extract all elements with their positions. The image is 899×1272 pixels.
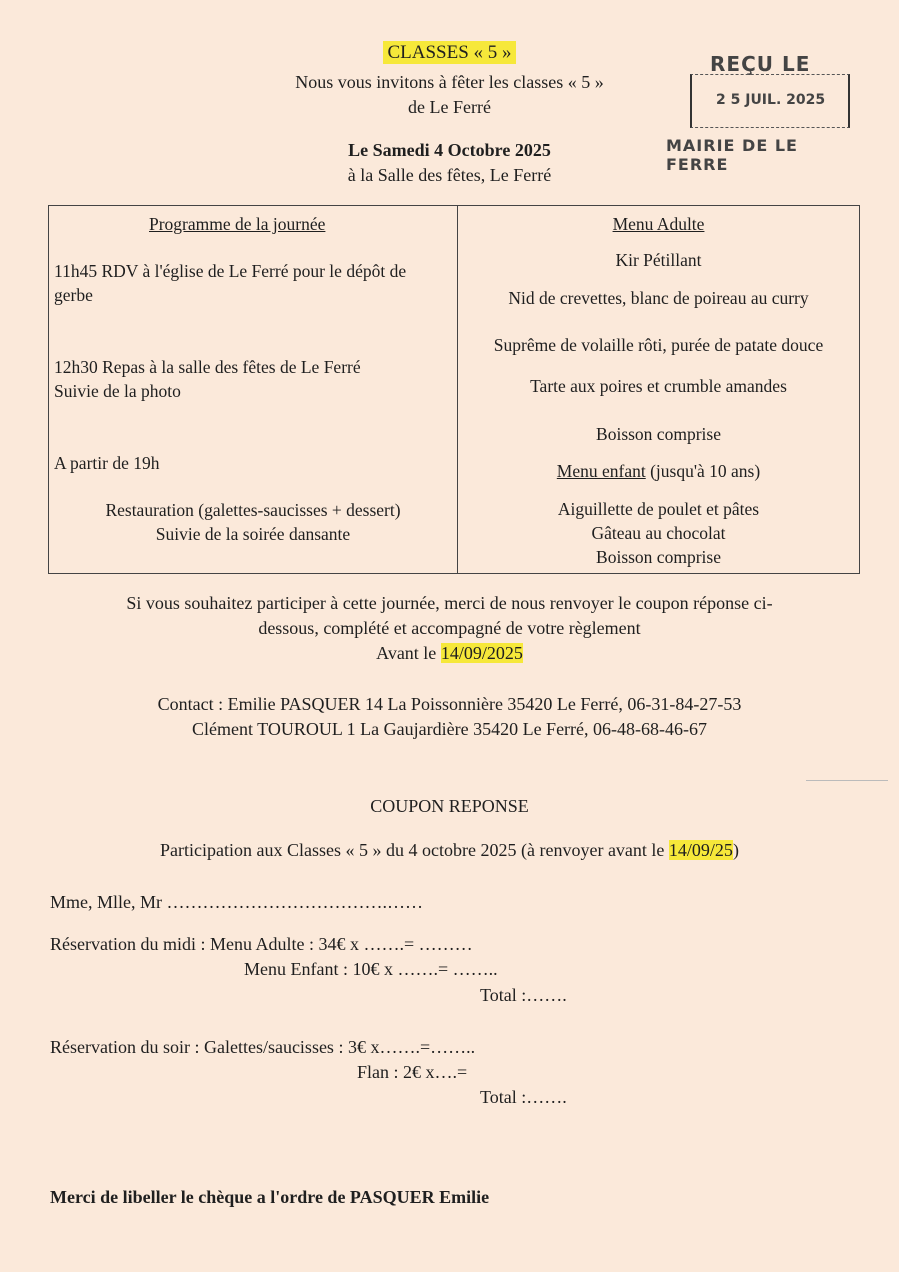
reservation-soir-total[interactable]: Total :……. [480,1087,567,1107]
menu-adulte-item: Suprême de volaille rôti, purée de patate douce [493,335,824,355]
deadline-prefix: Avant le [376,643,441,663]
received-stamp [666,52,866,174]
menu-adulte-item: Nid de crevettes, blanc de poireau au curry [508,288,809,308]
deadline-date: 14/09/2025 [440,643,523,663]
menu-adulte-heading: Menu Adulte [612,214,705,234]
reservation-midi-adulte[interactable]: Réservation du midi : Menu Adulte : 34€ x …….= ……… [50,934,473,954]
instructions-deadline-line [0,643,899,664]
menu-adulte-item: Tarte aux poires et crumble amandes [530,376,787,396]
coupon-title: COUPON REPONSE [370,796,529,816]
cheque-instruction: Merci de libeller le chèque a l'ordre de PASQUER Emilie [50,1187,490,1207]
reservation-soir-flan[interactable]: Flan : 2€ x….= [357,1062,468,1082]
participation-prefix: Participation aux Classes « 5 » du 4 octobre 2025 (à renvoyer avant le [160,840,669,860]
participation-suffix: ) [732,840,739,860]
programme-menu-table [48,205,860,574]
reservation-midi-total[interactable]: Total :……. [480,985,567,1005]
event-date: Le Samedi 4 Octobre 2025 [348,140,551,160]
menu-enfant-item: Boisson comprise [596,547,721,567]
stamp-recu: REÇU LE [710,52,811,76]
title-highlight: CLASSES « 5 » [383,41,515,64]
programme-item-repas: 12h30 Repas à la salle des fêtes de Le Ferré [54,357,361,377]
programme-heading: Programme de la journée [149,214,326,234]
event-place: à la Salle des fêtes, Le Ferré [347,165,552,185]
stamp-date: 2 5 JUIL. 2025 [716,92,826,108]
menu-adulte-item: Kir Pétillant [615,250,702,270]
menu-enfant-heading-line [458,459,859,483]
participation-date: 14/09/25 [668,840,733,860]
programme-item-soir: A partir de 19h [54,453,160,473]
reservation-midi-enfant[interactable]: Menu Enfant : 10€ x …….= …….. [244,959,498,979]
coupon-participation [0,840,899,861]
contact-line-2: Clément TOUROUL 1 La Gaujardière 35420 Le Ferré, 06-48-68-46-67 [191,719,708,739]
invite-line-2: de Le Ferré [408,97,491,117]
invite-line-1: Nous vous invitons à fêter les classes « 5 » [295,72,604,92]
divider-line [806,780,888,781]
menu-enfant-item: Aiguillette de poulet et pâtes [557,499,760,519]
instructions-line-2: dessous, complété et accompagné de votre règlement [258,618,641,638]
contact-line-1: Contact : Emilie PASQUER 14 La Poissonnière 35420 Le Ferré, 06-31-84-27-53 [157,694,742,714]
coupon-name-field[interactable]: Mme, Mlle, Mr ……………………………….…… [50,892,423,912]
instructions-line-1: Si vous souhaitez participer à cette journée, merci de nous renvoyer le coupon réponse ci- [126,593,773,613]
programme-item-restauration: Restauration (galettes-saucisses + dessert) [105,500,401,520]
stamp-mairie: MAIRIE DE LE FERRE [666,136,798,174]
menu-enfant-heading: Menu enfant [556,461,646,481]
programme-item-rdv: 11h45 RDV à l'église de Le Ferré pour le dépôt de gerbe [54,261,407,305]
menu-enfant-note: (jusqu'à 10 ans) [650,461,761,481]
programme-item-soiree: Suivie de la soirée dansante [155,524,351,544]
menu-enfant-item: Gâteau au chocolat [591,523,726,543]
programme-item-photo: Suivie de la photo [54,381,181,401]
menu-adulte-item: Boisson comprise [596,424,721,444]
reservation-soir-galettes[interactable]: Réservation du soir : Galettes/saucisses : 3€ x…….=…….. [50,1037,476,1057]
